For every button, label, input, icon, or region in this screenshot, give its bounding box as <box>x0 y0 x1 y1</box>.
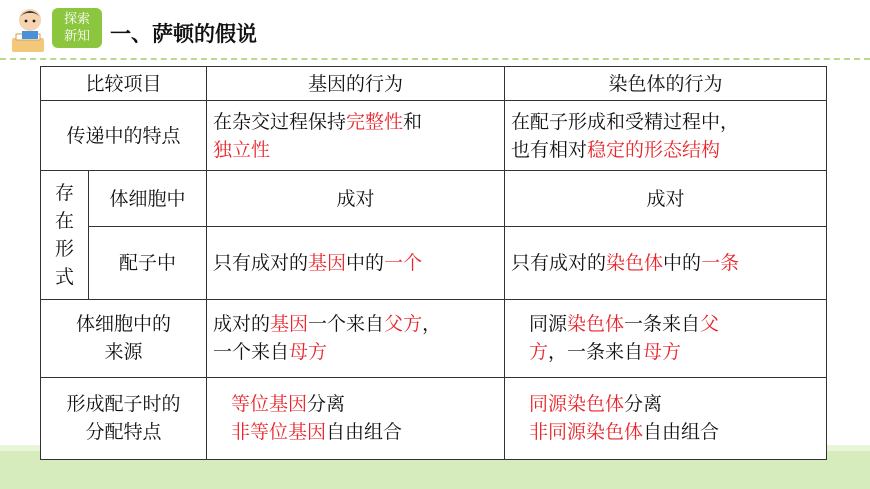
text-plain: 在 <box>54 209 74 232</box>
text-plain: 在配子形成和受精过程中， <box>511 110 740 133</box>
text-plain: 分离 <box>624 393 663 416</box>
text-plain: 和 <box>403 110 423 133</box>
text-plain: 分离 <box>307 393 346 416</box>
text-plain: 自由组合 <box>643 421 720 444</box>
text-plain: 存 <box>54 181 74 204</box>
text-highlight: 母方 <box>289 341 328 364</box>
text-highlight: 同源染色体 <box>529 393 625 416</box>
header-cell-chromosome: 染色体的行为 <box>505 67 827 101</box>
text-highlight: 基因 <box>270 313 309 336</box>
text-plain: 只有成对的 <box>213 251 309 274</box>
text-highlight: 母方 <box>643 341 682 364</box>
text-plain: 一个来自 <box>213 341 290 364</box>
text-highlight: 父 <box>700 313 720 336</box>
cell-gene-origin <box>207 299 505 377</box>
text-plain: 分配特点 <box>85 421 162 444</box>
table-row <box>41 299 827 377</box>
row-label-existence-form <box>41 171 89 299</box>
cell-gene-somatic: 成对 <box>207 171 505 227</box>
text-highlight: 父方 <box>384 313 423 336</box>
cell-chromosome-origin <box>505 299 827 377</box>
row-label-origin <box>41 299 207 377</box>
table-row <box>41 227 827 299</box>
cell-chromosome-transmission <box>505 101 827 171</box>
cell-chromosome-somatic: 成对 <box>505 171 827 227</box>
cell-chromosome-gamete-formation <box>505 377 827 459</box>
text-plain: 也有相对 <box>511 138 588 161</box>
text-plain: ， <box>422 313 442 336</box>
text-highlight: 基因 <box>308 251 347 274</box>
row-label-transmission: 传递中的特点 <box>41 101 207 171</box>
text-highlight: 完整性 <box>346 110 404 133</box>
row-label-gamete-formation <box>41 377 207 459</box>
text-highlight: 非同源染色体 <box>529 421 644 444</box>
cell-gene-gamete-formation <box>207 377 505 459</box>
text-highlight: 非等位基因 <box>231 421 327 444</box>
badge-line1: 探索 <box>63 12 90 27</box>
text-highlight: 染色体 <box>606 251 664 274</box>
explore-badge <box>52 8 102 48</box>
text-highlight: 方 <box>529 341 549 364</box>
header-divider <box>0 58 870 60</box>
text-plain: 一个来自 <box>308 313 385 336</box>
text-plain: 体细胞中的 <box>76 313 172 336</box>
table-header-row <box>41 67 827 101</box>
comparison-table <box>40 66 827 460</box>
text-highlight: 一条 <box>701 251 740 274</box>
text-highlight: 一个 <box>384 251 423 274</box>
text-plain: 中的 <box>663 251 702 274</box>
text-plain: 中的 <box>346 251 385 274</box>
text-plain: 只有成对的 <box>511 251 607 274</box>
cell-chromosome-gamete <box>505 227 827 299</box>
text-plain: 同源 <box>529 313 568 336</box>
page-title: 一、萨顿的假说 <box>110 22 257 46</box>
text-highlight: 稳定的形态结构 <box>587 138 721 161</box>
text-plain: 自由组合 <box>326 421 403 444</box>
table-row <box>41 377 827 459</box>
text-highlight: 独立性 <box>213 138 271 161</box>
text-plain: 成对的 <box>213 313 271 336</box>
header-cell-item: 比较项目 <box>41 67 207 101</box>
cell-gene-gamete <box>207 227 505 299</box>
sublabel-somatic: 体细胞中 <box>89 171 207 227</box>
text-highlight: 等位基因 <box>231 393 308 416</box>
text-highlight: 染色体 <box>567 313 625 336</box>
student-reading-icon <box>6 4 56 56</box>
text-plain: 来源 <box>104 341 143 364</box>
badge-line2: 新知 <box>63 29 90 44</box>
table-row <box>41 171 827 227</box>
sublabel-gamete: 配子中 <box>89 227 207 299</box>
text-plain: 形 <box>54 237 74 260</box>
header-cell-gene: 基因的行为 <box>207 67 505 101</box>
header-bar <box>0 0 870 64</box>
text-plain: 在杂交过程保持 <box>213 110 347 133</box>
table-row <box>41 101 827 171</box>
cell-gene-transmission <box>207 101 505 171</box>
text-plain: 式 <box>54 265 74 288</box>
text-plain: ，一条来自 <box>548 341 644 364</box>
text-plain: 一条来自 <box>624 313 701 336</box>
text-plain: 形成配子时的 <box>66 393 181 416</box>
